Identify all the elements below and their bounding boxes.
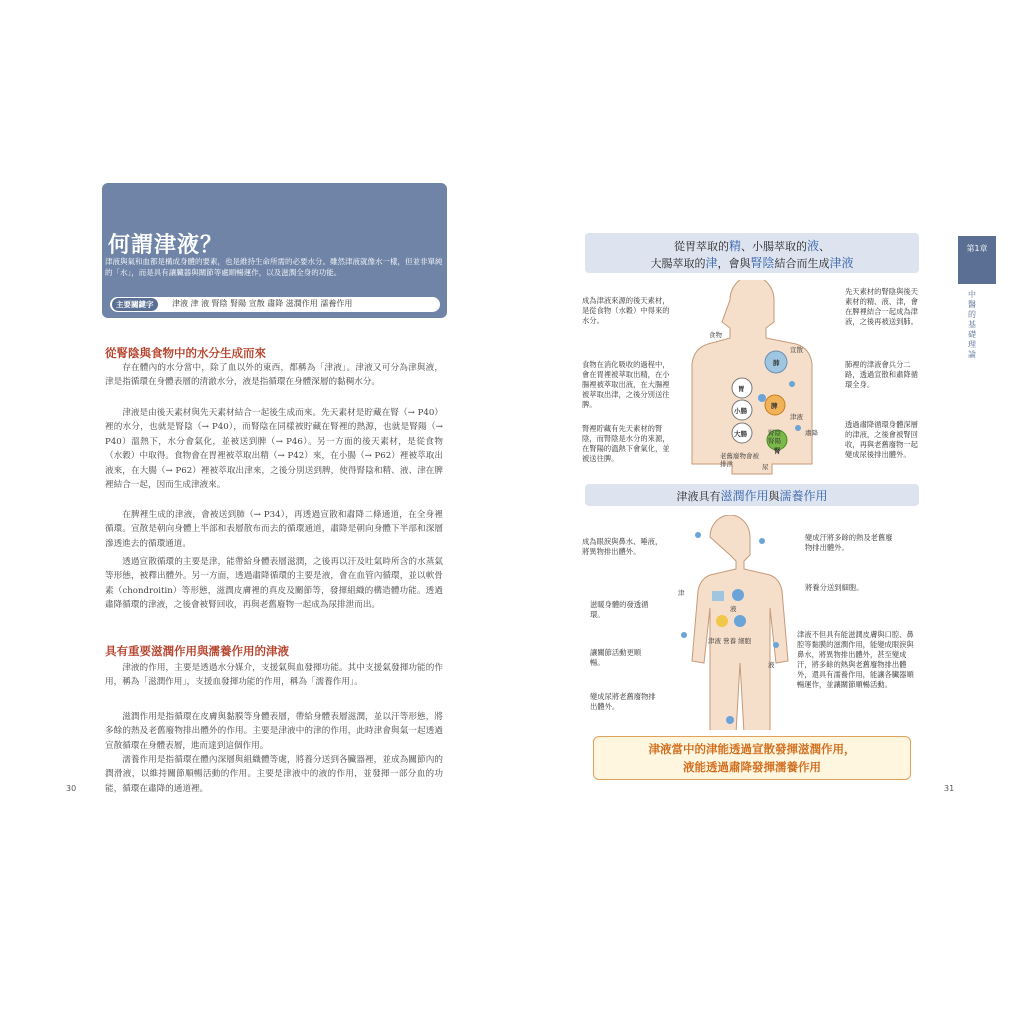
section-heading-2: 具有重要滋潤作用與濡養作用的津液: [105, 644, 289, 658]
label-waste: 老舊廢物會被排泄: [720, 452, 759, 468]
figure1-banner: 從胃萃取的精、小腸萃取的液、 大腸萃取的津，會與腎陰結合而生成津液: [585, 233, 919, 273]
label-stomach: 胃: [738, 385, 745, 393]
summary-line-1: 津液當中的津能透過宣散發揮滋潤作用，: [648, 742, 856, 756]
caption: 成為津液來源的後天素材，是從食物（水穀）中得來的水分。: [582, 296, 670, 325]
label-jinye: 津液: [790, 413, 803, 421]
label-large-intestine: 大腸: [734, 430, 747, 438]
keyword-list: 津液 津 液 腎陰 腎陽 宣散 肅降 滋潤作用 濡養作用: [172, 299, 353, 308]
intro-text: 津液與氣和血都是構成身體的要素，也是維持生命所需的必要水分。雖然津液就像水一樣，但並非單純的「水」，而是具有讓臟器與關節等處順暢運作，以及滋潤全身的功能。: [105, 257, 443, 277]
figure2-body-illustration: [670, 515, 790, 730]
paragraph: 滋潤作用是指循環在皮膚與黏膜等身體表層，帶給身體表層滋潤，並以汗等形態，將多餘的熱及老舊廢物排出體外的作用。主要是津液中的津的作用，此時津會與氣一起透過宣散循環在身體表層，進而達到這個作用。: [105, 712, 443, 751]
label-urine: 尿: [762, 463, 769, 471]
section-heading-1: 從腎陰與食物中的水分生成而來: [105, 346, 266, 360]
paragraph: 濡養作用是指循環在體內深層與組織體等處，將養分送到各臟器裡，並成為關節內的潤滑液，以維持關節順暢活動的作用。主要是津液中的液的作用，並發揮一部分血的功能，循環在肅降的通道裡。: [105, 755, 443, 794]
caption: 變成尿將老舊廢物排出體外。: [590, 692, 656, 711]
label-lung: 肺: [773, 359, 780, 367]
page-number-left: 30: [66, 784, 77, 793]
caption: 讓關節活動更順暢。: [590, 648, 642, 667]
caption: 成為眼淚與鼻水、唾液，將異物排出體外。: [582, 537, 663, 556]
page-title: 何謂津液？: [108, 233, 224, 258]
paragraph: 透過宣散循環的主要是津，能帶給身體表層滋潤，之後再以汗及吐氣時所含的水蒸氣等形態，被釋出體外。另一方面，透過肅降循環的主要是液，會在血管內循環，並以軟骨素（chondroitin）等形態，滋潤皮膚裡的真皮及關節等，發揮組織的構造體功能。透過肅降循環的津液，之後會被腎回收，再與老舊廢物一起成為尿排泄而出。: [105, 557, 443, 611]
caption: 食物在消化吸收的過程中，會在胃裡被萃取出精，在小腸裡被萃取出液，在大腸裡被萃取出津，之後分別送往脾。: [582, 360, 670, 409]
figure1-body-illustration: [680, 280, 825, 475]
label-jin: 津: [678, 589, 685, 597]
caption: 腎裡貯藏有先天素材的腎陰，而腎陰是水分的來源，在腎陽的溫熱下會氣化，並被送往脾。: [582, 424, 670, 463]
summary-box: [593, 736, 911, 780]
chapter-tab: 第1章: [958, 236, 996, 284]
caption: 肺裡的津液會兵分二路，透過宣散和肅降循環全身。: [845, 360, 918, 389]
caption: 津液不但具有能滋潤皮膚與口腔、鼻腔等黏膜的滋潤作用，能變成眼淚與鼻水，將異物排出體外，甚至變成汗，將多餘的熱與老舊廢物排出體外，還具有濡養作用，能讓各臟器順暢運作，並讓關節順暢活動。: [797, 630, 914, 689]
label-kidney: 腎: [774, 447, 781, 455]
keyword-label: 主要關鍵字: [112, 298, 158, 311]
label-suijiang: 肅降: [805, 429, 818, 437]
page-number-right: 31: [944, 784, 955, 793]
label-ye-2: 液: [768, 661, 775, 669]
figure2-banner: 津液具有滋潤作用與濡養作用: [585, 484, 919, 506]
label-jinye-nutrition-cell: 津液 營養 細胞: [708, 637, 752, 645]
summary-line-2: 液能透過肅降發揮濡養作用: [683, 760, 821, 774]
label-xuansan: 宣散: [790, 346, 803, 354]
paragraph: 在脾裡生成的津液，會被送到肺（→ P34），再透過宣散和肅降二條通道，在全身裡循環。宣散是朝向身體上半部和表層散布而去的循環通道，肅降是朝向身體下半部和深層滲透進去的循環通道。: [105, 510, 443, 549]
caption: 變成汗將多餘的熱及老舊廢物排出體外。: [805, 533, 893, 552]
label-food: 食物: [709, 331, 722, 339]
paragraph: 存在體內的水分當中，除了血以外的東西，都稱為「津液」。津液又可分為津與液，津是指循環在身體表層的清澈水分，液是指循環在身體深層的黏稠水分。: [105, 363, 443, 388]
paragraph: 津液的作用，主要是透過水分媒介，支援氣與血發揮功能。其中支援氣發揮功能的作用，稱為「滋潤作用」，支援血發揮功能的作用，稱為「濡養作用」。: [105, 663, 443, 688]
label-spleen: 脾: [771, 402, 778, 410]
caption: 先天素材的腎陰與後天素材的精、液、津，會在脾裡結合一起成為津液，之後再被送到肺。: [845, 287, 918, 326]
label-kidney-yang: 腎陽: [768, 437, 781, 445]
caption: 透過肅降循環身體深層的津液，之後會被腎回收，再與老舊廢物一起變成尿後排出體外。: [845, 420, 918, 459]
label-kidney-yin: 腎陰: [768, 429, 781, 437]
caption: 將養分送到細胞。: [805, 583, 864, 592]
label-ye: 液: [730, 605, 737, 613]
paragraph: 津液是由後天素材與先天素材結合一起後生成而來。先天素材是貯藏在腎（→ P40）裡的水分，也就是腎陰（→ P40），而腎陰在同樣被貯藏在腎裡的熱源，也就是腎陽（→ P40）溫熱下，水分會氣化，並被送到脾（→ P46）。另一方面的後天素材，是從食物（水穀）中取得。食物會在胃裡被萃取出精（→ P42）來，在小腸（→ P62）裡被萃取出液來，在大腸（→ P62）裡被萃取出津來，之後分別送到脾，使得腎陰和精、液、津在脾裡結合一起，因而生成津液來。: [105, 408, 443, 491]
chapter-subtitle: 中醫的基礎理論: [968, 290, 976, 359]
caption: 滋暖身體的發透循環。: [590, 600, 649, 619]
label-small-intestine: 小腸: [734, 407, 747, 415]
